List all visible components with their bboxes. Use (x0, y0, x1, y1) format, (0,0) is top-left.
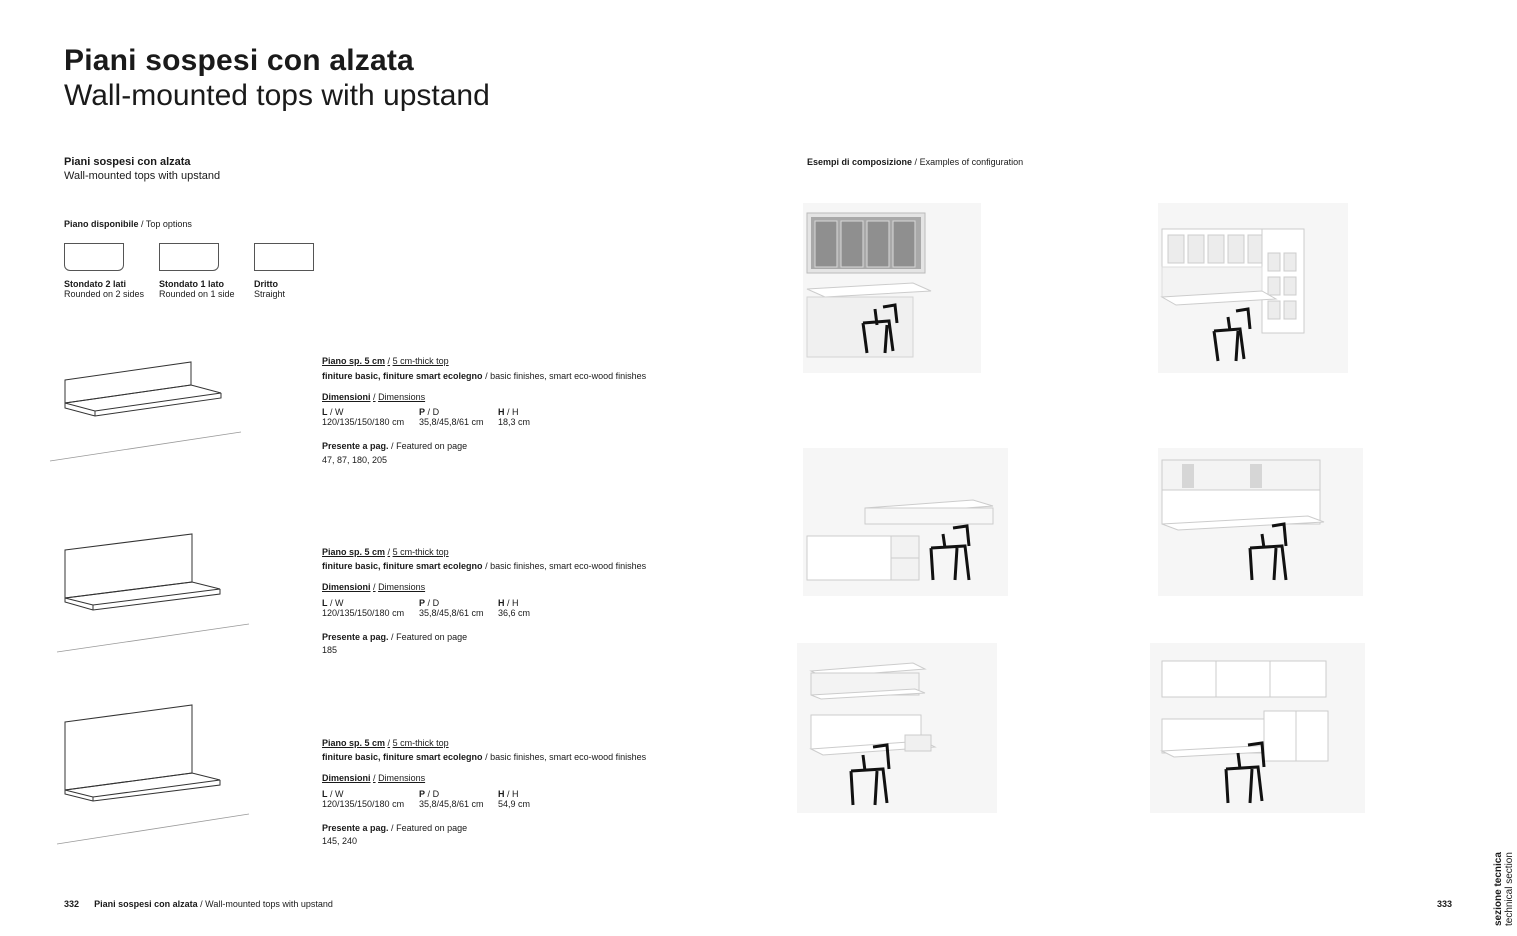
dim-label: P (419, 789, 426, 799)
separator: / (391, 823, 394, 833)
separator: / (330, 598, 333, 608)
dim-label-en: D (432, 789, 440, 799)
examples-label-it: Esempi di composizione (807, 157, 913, 167)
examples-label-en: Examples of configuration (919, 157, 1024, 167)
finish-it: finiture basic, finiture smart ecolegno (322, 371, 483, 381)
separator: / (387, 356, 391, 366)
separator: / (485, 752, 488, 762)
dimensions-label (322, 582, 425, 592)
dim-label-en: W (335, 407, 344, 417)
dim-height (498, 598, 530, 618)
featured-label (322, 823, 467, 833)
top-option-label-1 (64, 279, 144, 299)
dim-value: 36,6 cm (498, 608, 531, 618)
separator: / (387, 738, 391, 748)
page-title-en: Wall-mounted tops with upstand (64, 79, 490, 112)
top-option-label-3 (254, 279, 285, 299)
finish-it: finiture basic, finiture smart ecolegno (322, 561, 483, 571)
dim-height (498, 789, 530, 809)
side-label-it: sezione tecnica (1493, 852, 1504, 926)
dim-depth (419, 598, 484, 618)
featured-pages: 47, 87, 180, 205 (322, 455, 388, 465)
dimensions-label (322, 773, 425, 783)
dimensions-label (322, 392, 425, 402)
page-number-right: 333 (1437, 899, 1453, 909)
dim-height (498, 407, 530, 427)
dim-label-en: H (512, 789, 519, 799)
top-options-label-it: Piano disponibile (64, 219, 139, 229)
piano-line (322, 547, 449, 557)
separator: / (373, 582, 376, 592)
option-name-it: Dritto (254, 279, 278, 289)
featured-label (322, 632, 467, 642)
shelf-drawing-high (54, 700, 254, 848)
separator: / (391, 441, 394, 451)
separator: / (141, 219, 144, 229)
footer-left (64, 899, 333, 909)
footer-title-en: Wall-mounted tops with upstand (205, 899, 333, 909)
side-section-label (1493, 852, 1515, 926)
finish-en: basic finishes, smart eco-wood finishes (490, 371, 647, 381)
separator: / (507, 598, 510, 608)
dim-label-en: D (432, 598, 440, 608)
piano-it: Piano sp. 5 cm (322, 547, 386, 557)
dim-value: 54,9 cm (498, 799, 531, 809)
separator: / (427, 407, 431, 417)
dim-value: 35,8/45,8/61 cm (419, 799, 484, 809)
dimensions-en: Dimensions (378, 582, 426, 592)
separator: / (914, 157, 918, 167)
example-image-1 (803, 203, 981, 373)
separator: / (330, 789, 333, 799)
finish-it: finiture basic, finiture smart ecolegno (322, 752, 483, 762)
dim-label-en: H (512, 407, 519, 417)
finish-line (322, 371, 646, 381)
rounded-1-side-shape (159, 243, 219, 271)
piano-en: 5 cm-thick top (392, 356, 449, 366)
top-option-straight (254, 243, 314, 271)
top-options-label (64, 219, 192, 230)
dim-value: 18,3 cm (498, 417, 531, 427)
piano-en: 5 cm-thick top (392, 547, 449, 557)
finish-en: basic finishes, smart eco-wood finishes (490, 752, 647, 762)
dim-value: 120/135/150/180 cm (322, 608, 405, 618)
top-option-rounded-2 (64, 243, 124, 271)
separator: / (373, 392, 376, 402)
dim-label: L (322, 407, 328, 417)
separator: / (427, 789, 431, 799)
dim-label-en: H (512, 598, 519, 608)
separator: / (507, 789, 510, 799)
separator: / (330, 407, 333, 417)
piano-line (322, 738, 449, 748)
dim-depth (419, 407, 484, 427)
examples-label (807, 157, 1023, 168)
separator: / (485, 561, 488, 571)
dim-value: 35,8/45,8/61 cm (419, 417, 484, 427)
example-image-2 (1158, 203, 1348, 373)
piano-en: 5 cm-thick top (392, 738, 449, 748)
dimensions-en: Dimensions (378, 773, 426, 783)
featured-en: Featured on page (396, 632, 468, 642)
featured-pages: 145, 240 (322, 836, 358, 846)
dim-width (322, 407, 404, 427)
separator: / (200, 899, 203, 909)
separator: / (485, 371, 488, 381)
dim-label: L (322, 598, 328, 608)
option-name-en: Rounded on 2 sides (64, 289, 145, 299)
straight-shape (254, 243, 314, 271)
featured-en: Featured on page (396, 823, 468, 833)
finish-line (322, 561, 646, 571)
dimensions-en: Dimensions (378, 392, 426, 402)
example-image-4 (1158, 448, 1363, 596)
rounded-2-sides-shape (64, 243, 124, 271)
featured-en: Featured on page (396, 441, 468, 451)
example-image-5 (797, 643, 997, 813)
featured-label (322, 441, 467, 451)
section-title-it: Piani sospesi con alzata (64, 156, 191, 168)
featured-pages: 185 (322, 645, 338, 655)
featured-it: Presente a pag. (322, 441, 389, 451)
footer-title-it: Piani sospesi con alzata (94, 899, 198, 909)
finish-en: basic finishes, smart eco-wood finishes (490, 561, 647, 571)
featured-it: Presente a pag. (322, 632, 389, 642)
dim-label-en: W (335, 598, 344, 608)
side-label-en: technical section (1504, 852, 1515, 926)
separator: / (387, 547, 391, 557)
shelf-drawing-medium (54, 530, 254, 655)
dimensions-it: Dimensioni (322, 392, 371, 402)
page-title-it: Piani sospesi con alzata (64, 44, 414, 77)
dim-label: H (498, 789, 505, 799)
example-image-6 (1150, 643, 1365, 813)
separator: / (373, 773, 376, 783)
separator: / (507, 407, 510, 417)
section-title-en: Wall-mounted tops with upstand (64, 170, 221, 182)
dim-width (322, 598, 404, 618)
dimensions-it: Dimensioni (322, 773, 371, 783)
page-number-left: 332 (64, 899, 80, 909)
dim-value: 120/135/150/180 cm (322, 417, 405, 427)
top-option-rounded-1 (159, 243, 219, 271)
example-image-3 (803, 448, 1008, 596)
option-name-it: Stondato 2 lati (64, 279, 127, 289)
dimensions-it: Dimensioni (322, 582, 371, 592)
piano-it: Piano sp. 5 cm (322, 356, 386, 366)
dim-value: 35,8/45,8/61 cm (419, 608, 484, 618)
shelf-drawing-low (48, 355, 248, 465)
separator: / (427, 598, 431, 608)
dim-label-en: W (335, 789, 344, 799)
dim-label-en: D (432, 407, 440, 417)
option-name-en: Straight (254, 289, 286, 299)
dim-label: P (419, 598, 426, 608)
dim-value: 120/135/150/180 cm (322, 799, 405, 809)
dim-width (322, 789, 404, 809)
dim-label: P (419, 407, 426, 417)
separator: / (391, 632, 394, 642)
option-name-it: Stondato 1 lato (159, 279, 224, 289)
dim-depth (419, 789, 484, 809)
option-name-en: Rounded on 1 side (159, 289, 235, 299)
dim-label: H (498, 598, 505, 608)
featured-it: Presente a pag. (322, 823, 389, 833)
piano-line (322, 356, 449, 366)
top-option-label-2 (159, 279, 235, 299)
top-options-label-en: Top options (145, 219, 192, 229)
dim-label: L (322, 789, 328, 799)
dim-label: H (498, 407, 505, 417)
piano-it: Piano sp. 5 cm (322, 738, 386, 748)
finish-line (322, 752, 646, 762)
